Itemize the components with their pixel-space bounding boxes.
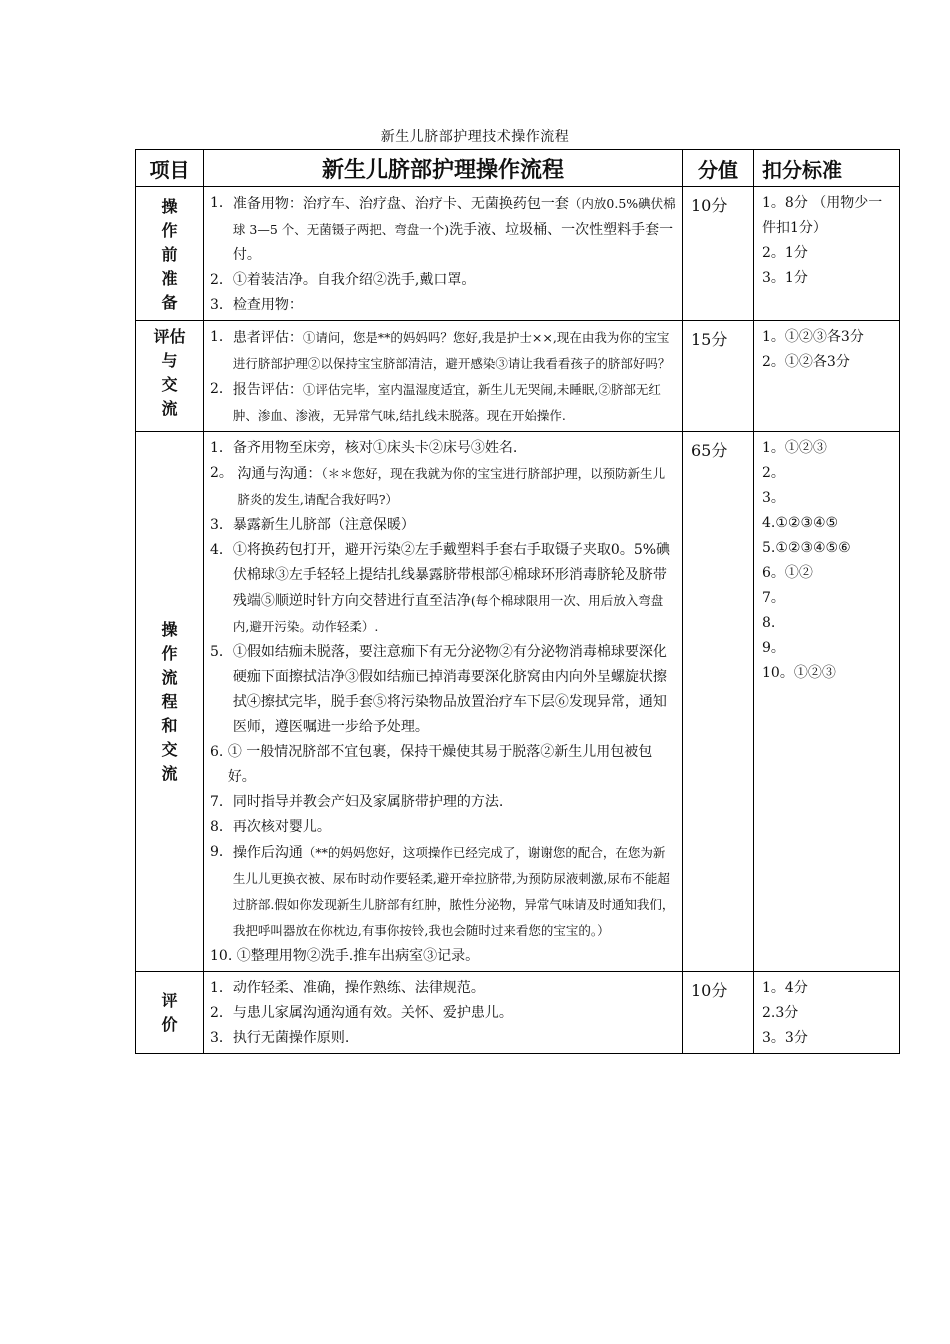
procedure-table <box>135 149 900 1054</box>
score-cell: 10分 <box>683 187 754 321</box>
list-item: 1． 患者评估：①请问，您是**的妈妈吗？您好,我是护士××,现在由我为你的宝宝进行脐部护理②以保持宝宝脐部清洁，避开感染③请让我看看孩子的脐部好吗？ <box>210 329 671 371</box>
list-item: 2。 沟通与沟通：（＊＊您好，现在我就为你的宝宝进行脐部护理，以预防新生儿脐炎的发生,请配合我好吗?） <box>210 465 666 507</box>
deduction-cell: 1。4分 2.3分 3。3分 <box>754 972 900 1054</box>
table-row <box>136 187 900 321</box>
table-row <box>136 321 900 432</box>
score-cell: 65分 <box>683 432 754 972</box>
deduction-cell: 1。①②③ 2。 3。 4.①②③④⑤ 5.①②③④⑤⑥ 6。①② 7。 8. 9。 10。①②③ <box>754 432 900 972</box>
list-item: 1． 备齐用物至床旁，核对①床头卡②床号③姓名. <box>210 440 518 456</box>
list-item: 3． 暴露新生儿脐部（注意保暖） <box>210 517 415 533</box>
deduction-cell: 1。8分 （用物少一件扣1分） 2。1分 3。1分 <box>754 187 900 321</box>
score-cell: 10分 <box>683 972 754 1054</box>
steps-cell <box>204 432 683 972</box>
list-item: 6. ① 一般情况脐部不宜包裹，保持干燥使其易于脱落②新生儿用包被包好。 <box>210 744 653 785</box>
table-header-row <box>136 150 900 187</box>
list-item: 2． ①着装洁净。自我介绍②洗手,戴口罩。 <box>210 272 476 288</box>
list-item: 1． 准备用物：治疗车、治疗盘、治疗卡、无菌换药包一套（内放0.5%碘伏棉球 3—5 个、无菌镊子两把、弯盘一个)洗手液、垃圾桶、一次性塑料手套一付。 <box>210 195 676 263</box>
list-item: 9． 操作后沟通（**的妈妈您好，这项操作已经完成了，谢谢您的配合，在您为新生儿儿更换衣被、尿布时动作要轻柔,避开牵拉脐带,为预防尿液刺激,尿布不能超过脐部.假如你发现新生儿脐部有红肿，脓性分泌物，异常气味请及时通知我们，我把呼叫器放在你枕边,有事你按铃,我也会随时过来看您的宝宝的。） <box>210 844 675 938</box>
steps-cell <box>204 972 683 1054</box>
category-cell: 操 作 流 程 和 交 流 <box>136 432 204 972</box>
score-cell: 15分 <box>683 321 754 432</box>
list-item: 7． 同时指导并教会产妇及家属脐带护理的方法. <box>210 794 504 810</box>
list-item: 5． ①假如结痂未脱落，要注意痂下有无分泌物②有分泌物消毒棉球要深化硬痂下面擦拭洁净③假如结痂已掉消毒要深化脐窝由内向外呈螺旋状擦拭④擦拭完毕，脱手套⑤将污染物品放置治疗车下层⑥发现异常，通知医师，遵医嘱进一步给予处理。 <box>210 644 667 735</box>
document-title: 新生儿脐部护理技术操作流程 <box>380 129 570 145</box>
list-item: 8． 再次核对婴儿。 <box>210 819 331 835</box>
deduction-cell: 1。①②③各3分 2。①②各3分 <box>754 321 900 432</box>
list-item: 2． 与患儿家属沟通沟通有效。关怀、爱护患儿。 <box>210 1005 513 1021</box>
list-item: 2． 报告评估：①评估完毕，室内温湿度适宜，新生儿无哭闹,未睡眠,②脐部无红肿、渗血、渗液，无异常气味,结扎线未脱落。现在开始操作. <box>210 381 661 423</box>
list-item: 3． 执行无菌操作原则. <box>210 1030 350 1046</box>
list-item: 4． ①将换药包打开，避开污染②左手戴塑料手套右手取镊子夹取0。5%碘伏棉球③左手轻轻上提结扎线暴露脐带根部④棉球环形消毒脐轮及脐带残端⑤顺逆时针方向交替进行直至洁净(每个棉球限用一次、用后放入弯盘内,避开污染。动作轻柔）. <box>210 542 671 634</box>
header-score: 分值 <box>683 150 754 187</box>
category-cell: 操 作 前 准 备 <box>136 187 204 321</box>
list-item: 10. ①整理用物②洗手.推车出病室③记录。 <box>210 948 480 964</box>
table-row <box>136 972 900 1054</box>
category-cell: 评估 与 交 流 <box>136 321 204 432</box>
header-deduction: 扣分标准 <box>754 150 900 187</box>
header-item: 项目 <box>136 150 204 187</box>
category-cell: 评 价 <box>136 972 204 1054</box>
list-item: 3． 检查用物： <box>210 297 303 313</box>
header-procedure: 新生儿脐部护理操作流程 <box>204 150 683 187</box>
steps-cell <box>204 187 683 321</box>
steps-cell <box>204 321 683 432</box>
table-row <box>136 432 900 972</box>
list-item: 1． 动作轻柔、准确，操作熟练、法律规范。 <box>210 980 485 996</box>
